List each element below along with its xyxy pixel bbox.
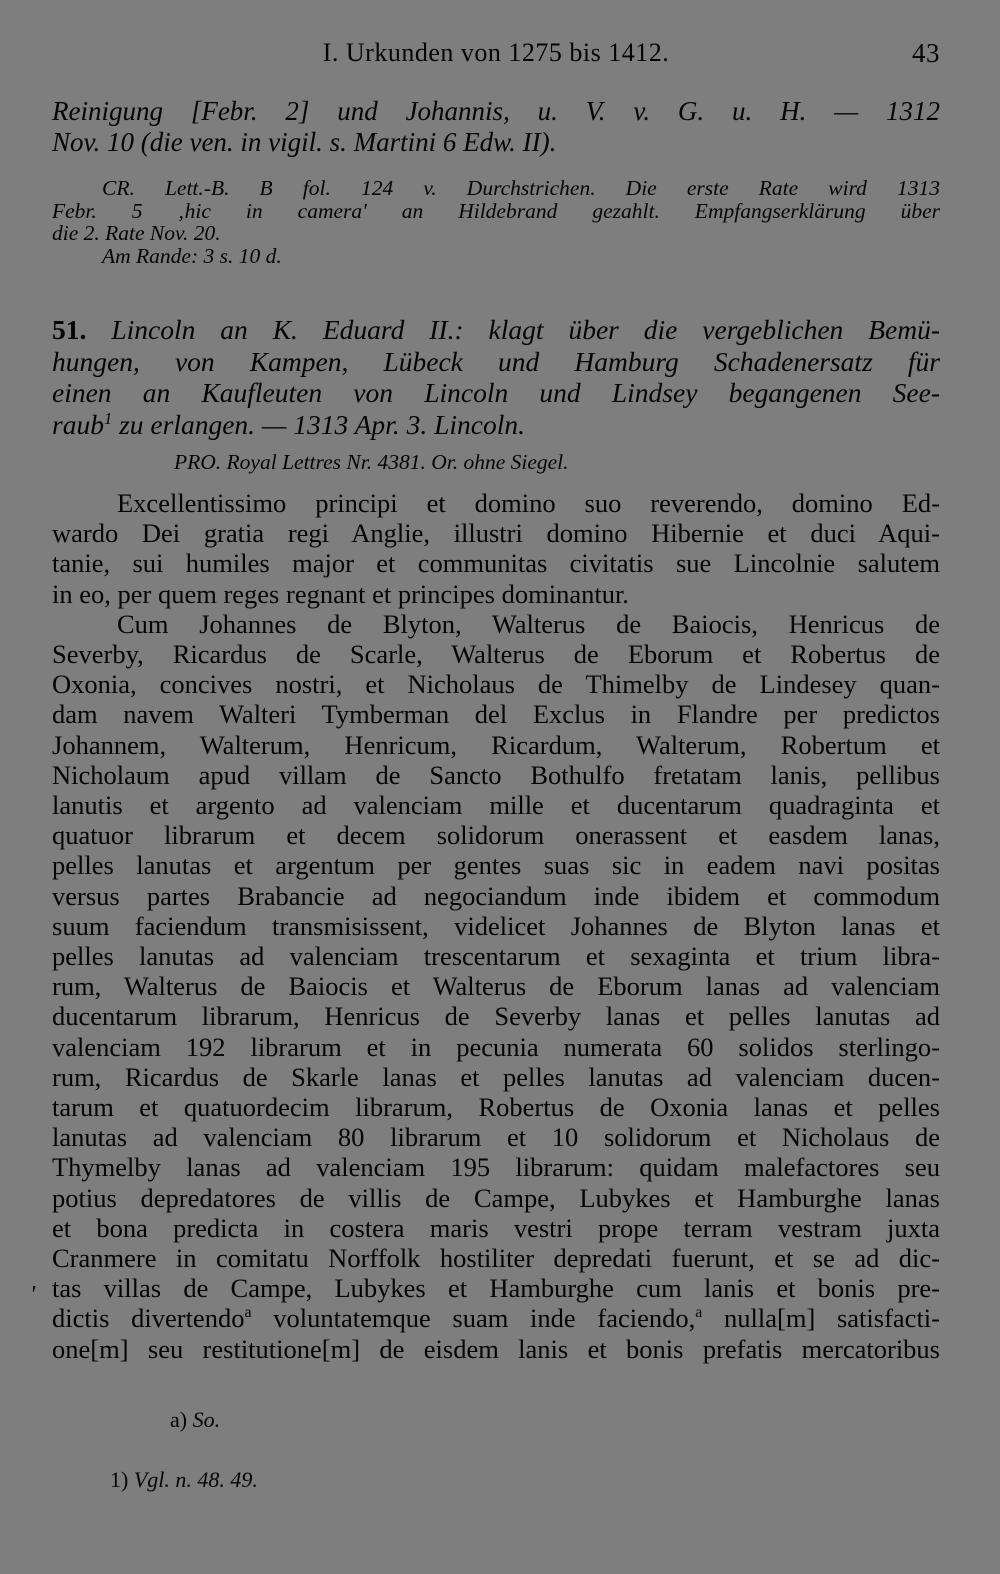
body-line: tanie, sui humiles major et communitas civitatis sue Lincolnie salutem (52, 548, 940, 579)
body-line: Cranmere in comitatu Norffolk hostiliter depredati fuerunt, et se ad dic- (52, 1243, 940, 1274)
body-line: Nicholaum apud villam de Sancto Bothulfo fretatam lanis, pellibus (52, 759, 940, 790)
body-line: Excellentissimo principi et domino suo reverendo, domino Ed- (117, 488, 940, 518)
footnote-marker: a) (170, 1407, 188, 1432)
body-line: rum, Ricardus de Skarle lanas et pelles lanutas ad valenciam ducen- (52, 1061, 940, 1092)
heading-line (52, 409, 940, 441)
body-line: Cum Johannes de Blyton, Walterus de Baiocis, Henricus de (117, 608, 940, 639)
document-page (52, 0, 940, 1574)
body-line: lanutas ad valenciam 80 librarum et 10 solidorum et Nicholaus de (52, 1122, 940, 1153)
heading-line: einen an Kaufleuten von Lincoln und Lindsey begangenen See- (52, 377, 940, 408)
body-line: Thymelby lanas ad valenciam 195 librarum: quidam malefactores seu (52, 1152, 940, 1183)
document-body (52, 488, 940, 1364)
note-line: Febr. 5 ‚hic in camera' an Hildebrand gezahlt. Empfangserklärung über (52, 198, 940, 223)
footnote-marker: 1) (110, 1467, 129, 1492)
margin-mark: ' (30, 1282, 36, 1308)
body-line: quatuor librarum et decem solidorum onerassent et easdem lanas, (52, 820, 940, 851)
body-line (52, 1303, 940, 1333)
body-line: versus partes Brabancie ad negociandum inde ibidem et commodum (52, 880, 940, 911)
previous-entry-tail (52, 96, 940, 158)
footnote-text: So. (192, 1407, 221, 1432)
footnote-ref: a (244, 1304, 252, 1322)
text-line: Reinigung [Febr. 2] und Johannis, u. V. v. G. u. H. — 1312 (52, 96, 940, 126)
heading-line (52, 314, 940, 346)
body-line: rum, Walterus de Baiocis et Walterus de Eborum lanas ad valenciam (52, 971, 940, 1002)
body-line: ducentarum librarum, Henricus de Severby lanas et pelles lanutas ad (52, 1001, 940, 1032)
source-citation (52, 450, 940, 474)
document-number: 51. (52, 314, 87, 345)
heading-text: raub (52, 408, 104, 440)
heading-line: hungen, von Kampen, Lübeck und Hamburg Schadenersatz für (52, 345, 940, 377)
body-line: lanutis et argento ad valenciam mille et ducentarum quadraginta et (52, 790, 940, 821)
heading-text: zu erlangen. — 1313 Apr. 3. Lincoln. (112, 408, 525, 440)
note-line: die 2. Rate Nov. 20. (52, 221, 221, 245)
previous-entry-notes (52, 177, 940, 267)
footnote-ref: 1 (103, 408, 113, 428)
document-heading (52, 314, 940, 440)
body-line: in eo, per quem reges regnant et principes dominantur. (52, 578, 629, 609)
body-line: Oxonia, concives nostri, et Nicholaus de Thimelby de Lindesey quan- (52, 669, 940, 700)
footnote-a (170, 1408, 470, 1432)
body-line: potius depredatores de villis de Campe, Lubykes et Hamburghe lanas (52, 1182, 940, 1213)
body-text: voluntatemque suam inde faciendo, (251, 1303, 696, 1334)
body-line: tarum et quatuordecim librarum, Robertus de Oxonia lanas et pelles (52, 1092, 940, 1123)
citation-line: PRO. Royal Lettres Nr. 4381. Or. ohne Siegel. (174, 450, 569, 474)
running-head (52, 38, 940, 72)
body-line: pelles lanutas ad valenciam trescentarum et sexaginta et trium libra- (52, 941, 940, 972)
footnote-ref: a (695, 1304, 703, 1322)
body-line: pelles lanutas et argentum per gentes suas sic in eadem navi positas (52, 850, 940, 881)
body-line: dam navem Walteri Tymberman del Exclus in Flandre per predictos (52, 699, 940, 730)
body-line: one[m] seu restitutione[m] de eisdem lanis et bonis prefatis mercatoribus (52, 1333, 940, 1364)
body-line: Johannem, Walterum, Henricum, Ricardum, Walterum, Robertum et (52, 729, 940, 760)
body-line: Severby, Ricardus de Scarle, Walterus de Eborum et Robertus de (52, 639, 940, 670)
body-line: suum faciendum transmisissent, videlicet Johannes de Blyton lanas et (52, 910, 940, 941)
page-number: 43 (912, 38, 940, 68)
text-line: Nov. 10 (die ven. in vigil. s. Martini 6 Edw. II). (52, 127, 557, 157)
body-line: wardo Dei gratia regi Anglie, illustri domino Hibernie et duci Aqui- (52, 518, 940, 549)
heading-text: Lincoln an K. Eduard II.: klagt über die vergeblichen Bemü- (111, 314, 940, 345)
note-line: Am Rande: 3 s. 10 d. (102, 243, 282, 268)
body-line: tas villas de Campe, Lubykes et Hamburghe cum lanis et bonis pre- (52, 1273, 940, 1304)
body-line: valenciam 192 librarum et in pecunia numerata 60 solidos sterlingo- (52, 1031, 940, 1062)
footnote-text: Vgl. n. 48. 49. (133, 1467, 258, 1492)
footnote-1 (110, 1468, 510, 1492)
body-text: dictis divertendo (52, 1303, 245, 1334)
running-head-title: I. Urkunden von 1275 bis 1412. (322, 38, 670, 67)
note-line: CR. Lett.-B. B fol. 124 v. Durchstrichen. Die erste Rate wird 1313 (102, 176, 940, 200)
body-line: et bona predicta in costera maris vestri prope terram vestram juxta (52, 1212, 940, 1243)
body-text: nulla[m] satisfacti- (702, 1303, 940, 1334)
